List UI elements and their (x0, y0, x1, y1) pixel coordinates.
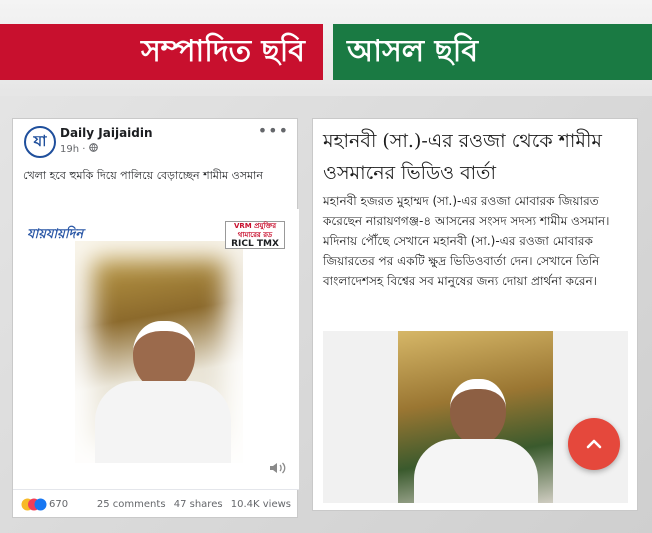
facebook-post-card (12, 118, 298, 518)
person-body (95, 381, 231, 463)
article-person-body (414, 439, 538, 503)
edited-photo-label: সম্পাদিত ছবি (140, 33, 305, 69)
post-caption: খেলা হবে হুমকি দিয়ে পালিয়ে বেড়াচ্ছেন শামীম ওসমান (23, 169, 263, 182)
article-video-thumbnail (398, 331, 553, 503)
edited-photo-banner (0, 24, 323, 80)
reaction-icons[interactable] (21, 498, 47, 514)
volume-icon[interactable] (269, 461, 289, 477)
original-photo-banner (333, 24, 652, 80)
chevron-up-icon (583, 433, 605, 455)
shares-count[interactable]: 47 shares (173, 499, 223, 510)
reactions-count[interactable]: 670 (49, 499, 69, 510)
separator-dot: · (82, 144, 89, 155)
post-time[interactable]: 19h (60, 144, 80, 155)
post-footer (13, 489, 299, 519)
ad-badge-line1: VRM প্রযুক্তির থামারের রড (233, 222, 277, 239)
post-stats (92, 499, 291, 510)
ad-badge (225, 221, 285, 249)
globe-icon (89, 144, 98, 155)
post-meta (60, 143, 98, 155)
post-video[interactable] (13, 209, 299, 489)
video-thumbnail (75, 241, 243, 463)
scroll-to-top-button[interactable] (568, 418, 620, 470)
comments-count[interactable]: 25 comments (96, 499, 166, 510)
avatar-letter: যা (33, 131, 47, 150)
article-body: মহানবী হজরত মুহাম্মদ (সা.)-এর রওজা মোবারক জিয়ারত করেছেন নারায়ণগঞ্জ-৪ আসনের সংসদ সদস্য শামীম ওসমান। মদিনায় পৌঁছে সেখানে মহানবী (সা.)-এর রওজা মোবারক জিয়ারতের পর একটি ক্ষুদ্র ভিডিওবার্তা দেন। সেখানে তিনি বাংলাদেশসহ বিশ্বের সব মানুষের জন্য দোয়া প্রার্থনা করেন। (323, 194, 610, 288)
article-video[interactable] (323, 331, 628, 503)
watermark-logo: যায়যায়দিন (27, 227, 84, 242)
more-options-icon[interactable]: ••• (257, 121, 289, 140)
original-photo-label: আসল ছবি (347, 33, 479, 69)
article-title: মহানবী (সা.)-এর রওজা থেকে শামীম ওসমানের ভিডিও বার্তা (323, 130, 602, 184)
page-avatar[interactable] (24, 126, 56, 158)
views-count: 10.4K views (230, 499, 291, 510)
article-person-face (450, 379, 506, 445)
ad-badge-line2: RICL TMX (231, 239, 279, 249)
page-name-link[interactable]: Daily Jaijaidin (60, 126, 153, 140)
